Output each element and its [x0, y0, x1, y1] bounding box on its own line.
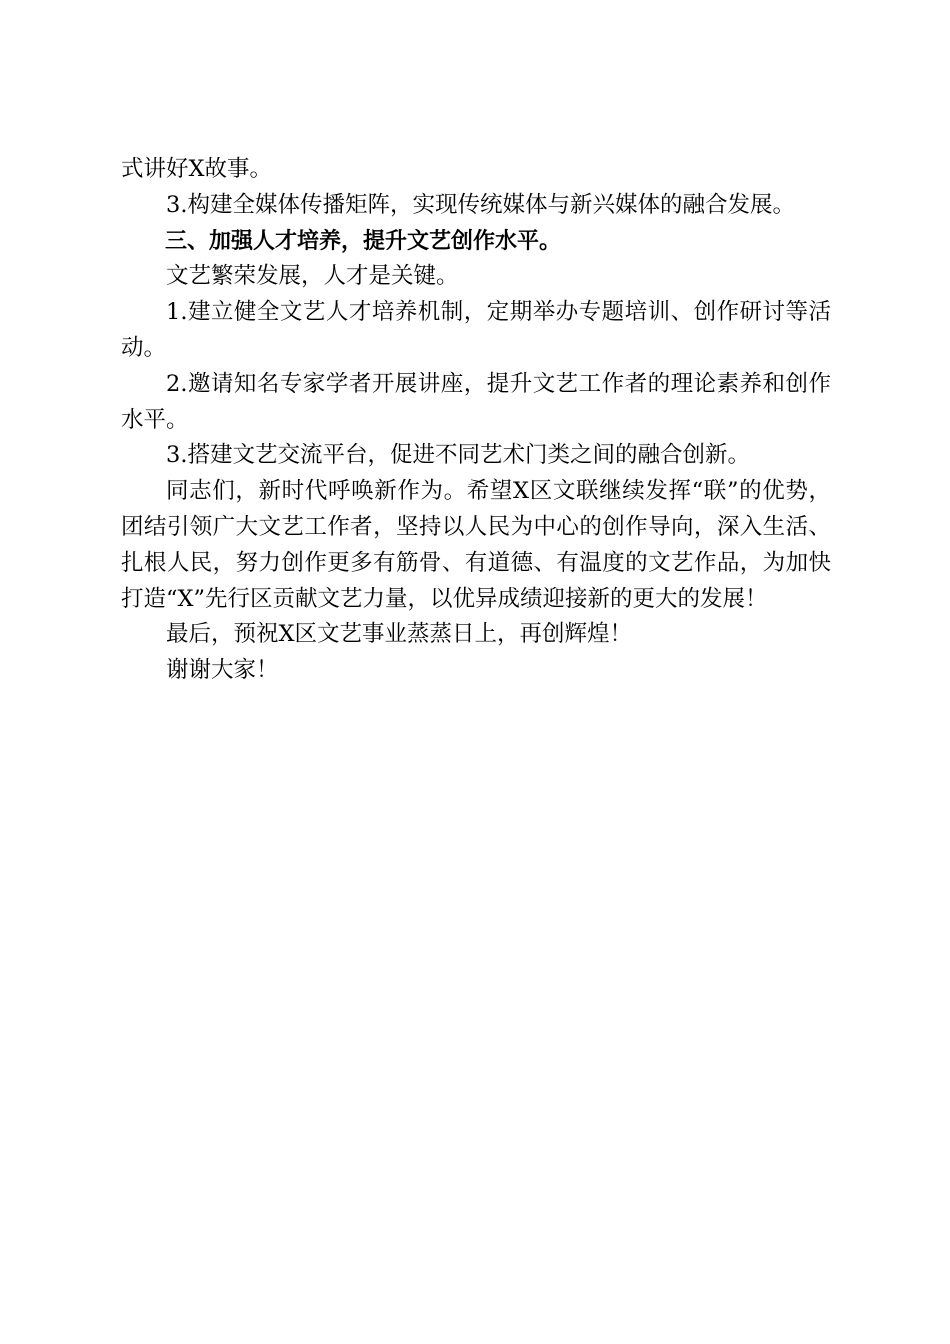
paragraph-item-3-platform: 3.搭建文艺交流平台，促进不同艺术门类之间的融合创新。: [166, 442, 750, 469]
paragraph-wishes: 最后，预祝X区文艺事业蒸蒸日上，再创辉煌！: [166, 621, 633, 648]
paragraph-thanks: 谢谢大家！: [166, 657, 279, 684]
paragraph-continuation: 式讲好X故事。: [121, 156, 273, 182]
paragraph-item-2-lectures: 2.邀请知名专家学者开展讲座，提升文艺工作者的理论素养和创作水平。: [121, 370, 831, 433]
paragraph-item-1-training: 1.建立健全文艺人才培养机制，定期举办专题培训、创作研讨等活动。: [121, 299, 831, 361]
paragraph-item-3-media: 3.构建全媒体传播矩阵，实现传统媒体与新兴媒体的融合发展。: [166, 191, 795, 218]
paragraph-closing-remarks: 同志们，新时代呼唤新作为。希望X区文联继续发挥“联”的优势，团结引领广大文艺工作者，坚持以人民为中心的创作导向，深入生活、扎根人民，努力创作更多有筋骨、有道德、有温度的文艺作品，为加快打造“X”先行区贡献文艺力量，以优异成绩迎接新的更大的发展！: [121, 478, 831, 612]
document-page: [121, 152, 831, 689]
paragraph-talent-intro: 文艺繁荣发展，人才是关键。: [166, 263, 459, 290]
section-heading-3: 三、加强人才培养，提升文艺创作水平。: [165, 228, 562, 254]
